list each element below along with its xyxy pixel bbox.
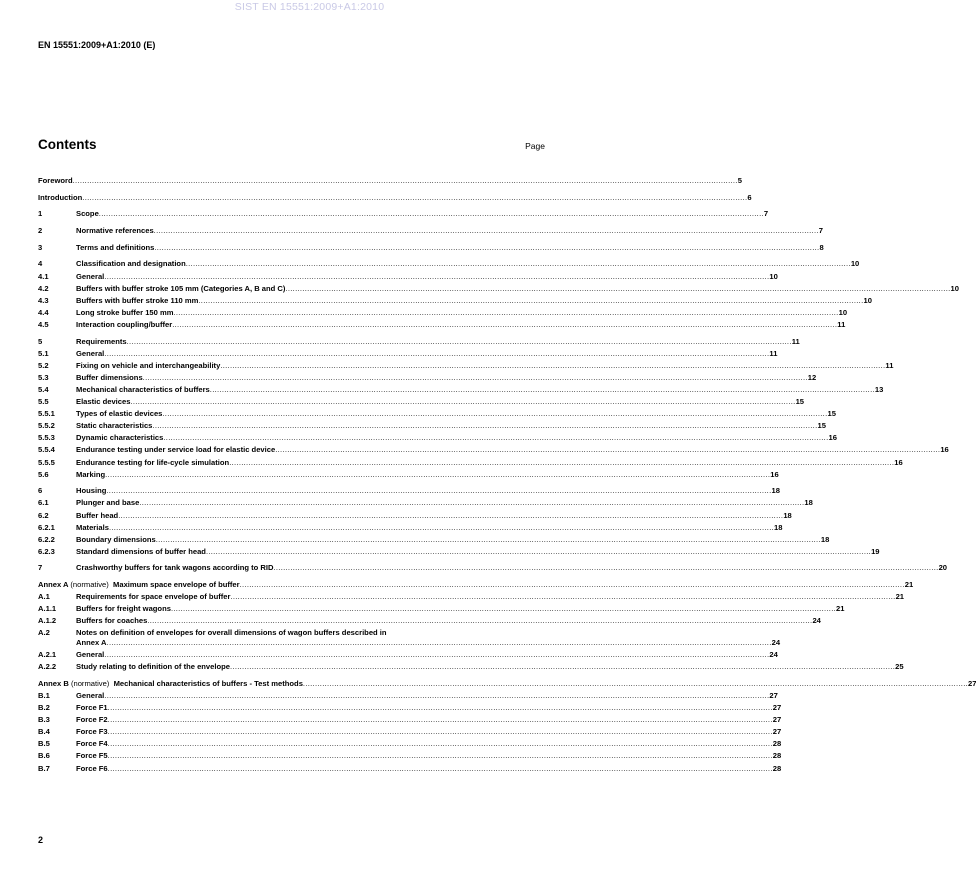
dot-leader	[172, 319, 837, 331]
toc-group	[38, 485, 880, 558]
toc-entry-number: 5.2	[38, 360, 49, 370]
dot-leader	[108, 714, 773, 726]
toc-entry[interactable]	[38, 396, 805, 408]
dot-leader	[275, 444, 940, 456]
toc-entry-number: 5.6	[38, 469, 49, 479]
toc-entry[interactable]	[38, 649, 778, 661]
toc-entry-page: 16	[894, 457, 903, 467]
toc-entry-page: 10	[850, 259, 860, 269]
toc-group	[38, 192, 752, 204]
dot-leader	[154, 225, 819, 237]
dot-leader	[240, 579, 905, 591]
toc-entry[interactable]	[38, 432, 837, 444]
toc-entry[interactable]	[38, 615, 821, 627]
toc-entry[interactable]	[38, 307, 848, 319]
watermark-text: SIST EN 15551:2009+A1:2010	[234, 1, 385, 13]
toc-entry-number: 4.3	[38, 295, 49, 305]
dot-leader	[163, 432, 828, 444]
toc-entry-number: B.2	[38, 703, 50, 713]
toc-entry-page: 21	[904, 580, 914, 590]
toc-entry-page: 16	[940, 445, 949, 455]
toc-entry-continuation[interactable]	[38, 637, 781, 649]
toc-entry-title: General	[76, 691, 105, 700]
toc-entry-title: Force F1	[76, 703, 108, 713]
toc-entry-number: B.3	[38, 715, 50, 725]
toc-entry-number: 5	[38, 336, 43, 346]
toc-entry-number: 5.5	[38, 397, 49, 407]
toc-entry-number: 2	[38, 226, 43, 236]
toc-entry-title: Buffer head	[76, 510, 119, 520]
dot-leader	[229, 457, 894, 469]
toc-entry[interactable]	[38, 562, 948, 574]
toc-entry-title: Housing	[76, 486, 107, 496]
toc-entry-page: 24	[769, 650, 778, 660]
dot-leader	[105, 469, 770, 481]
dot-leader	[108, 738, 773, 750]
toc-entry-title: Force F3	[76, 727, 108, 737]
toc-group	[38, 208, 769, 220]
dot-leader	[171, 603, 836, 615]
toc-entry-page: 27	[968, 678, 976, 688]
toc-entry-page: 8	[819, 242, 824, 252]
toc-entry-page: 11	[769, 348, 778, 358]
dot-leader	[230, 661, 895, 673]
dot-leader	[104, 649, 769, 661]
toc-entry[interactable]	[38, 372, 817, 384]
toc-entry-number: 4.1	[38, 271, 49, 281]
toc-entry-title: Interaction coupling/buffer	[76, 319, 173, 329]
toc-entry-title: Endurance testing for life-cycle simulation	[76, 457, 230, 467]
toc-entry-title: Buffers for freight wagons	[76, 604, 171, 614]
dot-leader	[118, 510, 783, 522]
dot-leader	[108, 750, 773, 762]
toc-entry-page: 5	[737, 176, 742, 185]
toc-group	[38, 258, 959, 331]
toc-entry-title: Mechanical characteristics of buffers	[76, 384, 210, 394]
toc-entry[interactable]	[38, 661, 904, 673]
toc-entry-page: 21	[895, 592, 905, 602]
toc-entry-title: Types of elastic devices	[76, 409, 163, 419]
toc-entry-page: 7	[763, 209, 769, 219]
toc-entry-number: 6.2.1	[38, 522, 55, 532]
toc-entry-page: 28	[772, 739, 782, 749]
dot-leader	[104, 348, 769, 360]
toc-entry[interactable]	[38, 384, 884, 396]
toc-entry-number: 6.2	[38, 510, 49, 520]
dot-leader	[273, 562, 938, 574]
dot-leader	[206, 546, 871, 558]
toc-entry-title: Plunger and base	[76, 498, 140, 508]
toc-entry-number: 5.5.3	[38, 433, 55, 443]
toc-entry-page: 15	[817, 421, 826, 431]
toc-group	[38, 579, 914, 673]
toc-entry-title: Force F6	[76, 763, 108, 773]
toc-entry-page: 11	[885, 360, 894, 370]
toc-entry-page: 12	[807, 372, 817, 382]
dot-leader	[285, 283, 950, 295]
dot-leader	[104, 690, 769, 702]
toc-entry-number: 5.5.5	[38, 457, 55, 467]
toc-entry-page: 18	[774, 522, 783, 532]
toc-entry-number: 5.1	[38, 348, 49, 358]
dot-leader	[106, 485, 771, 497]
toc-entry-title: General	[76, 271, 105, 281]
toc-entry-page: 24	[812, 616, 821, 626]
toc-entry-page: 11	[791, 336, 800, 346]
toc-entry-number: 6.2.3	[38, 546, 55, 556]
toc-entry-page: 6	[747, 192, 752, 202]
toc-entry-number: 6.1	[38, 498, 49, 508]
toc-entry[interactable]	[38, 603, 845, 615]
dot-leader	[99, 208, 764, 220]
dot-leader	[220, 360, 885, 372]
toc-entry-number: 4.5	[38, 319, 49, 329]
toc-entry-number: B.5	[38, 739, 50, 749]
toc-entry[interactable]	[38, 497, 813, 509]
dot-leader	[156, 534, 821, 546]
toc-entry[interactable]	[38, 444, 949, 456]
toc-entry-page: 18	[783, 510, 792, 520]
toc-entry-page: 15	[827, 409, 836, 419]
document-identifier: EN 15551:2009+A1:2010 (E)	[38, 40, 156, 50]
toc-entry[interactable]	[38, 420, 826, 432]
toc-entry-title: Force F2	[76, 715, 108, 725]
toc-entry-number: 6	[38, 486, 43, 496]
toc-entry-title: Long stroke buffer 150 mm	[76, 307, 174, 317]
dot-leader	[173, 307, 838, 319]
toc-entry-page: 25	[895, 662, 904, 672]
toc-entry[interactable]	[38, 579, 914, 591]
toc-entry-page: 27	[772, 715, 782, 725]
toc-entry-number: 5.4	[38, 384, 49, 394]
toc-entry-page: 18	[771, 486, 780, 496]
dot-leader	[210, 384, 875, 396]
toc-entry[interactable]	[38, 408, 836, 420]
toc-entry[interactable]	[38, 690, 778, 702]
dot-leader	[154, 242, 819, 254]
toc-entry-title: Dynamic characteristics	[76, 433, 164, 443]
toc-entry-number: 3	[38, 242, 43, 252]
toc-entry[interactable]	[38, 628, 545, 638]
toc-entry-title: Buffers with buffer stroke 105 mm (Categories A, B and C)	[76, 283, 286, 293]
toc-entry-page: 28	[772, 763, 782, 773]
page-number: 2	[38, 835, 44, 845]
toc-entry-page: 10	[950, 283, 959, 293]
toc-entry-number: B.7	[38, 763, 50, 773]
toc-entry-title: Introduction	[38, 192, 83, 202]
toc-entry-number: 5.5.1	[38, 409, 55, 419]
toc-entry[interactable]	[38, 738, 782, 750]
toc-entry-page: 28	[772, 751, 782, 761]
toc-entry[interactable]	[38, 726, 782, 738]
toc-entry-title: Classification and designation	[76, 259, 186, 269]
toc-group	[38, 225, 824, 237]
page-column-label: Page	[525, 141, 545, 151]
toc-entry-title: General	[76, 650, 105, 660]
dot-leader	[147, 615, 812, 627]
toc-entry[interactable]	[38, 336, 800, 348]
toc-entry[interactable]	[38, 208, 769, 220]
toc-entry-number: 4.4	[38, 307, 49, 317]
dot-leader	[108, 702, 773, 714]
toc-entry[interactable]	[38, 591, 905, 603]
toc-entry-number: A.2	[38, 627, 50, 637]
toc-entry[interactable]	[38, 457, 903, 469]
toc-entry-title: Buffers for coaches	[76, 616, 148, 626]
toc-entry-title: Standard dimensions of buffer head	[76, 546, 206, 556]
toc-entry-title: Endurance testing under service load for elastic device	[76, 445, 276, 455]
toc-entry-title: Force F5	[76, 751, 108, 761]
dot-leader	[108, 726, 773, 738]
toc-entry-page: 27	[772, 703, 782, 713]
toc-entry-title: Crashworthy buffers for tank wagons according to RID	[76, 563, 274, 573]
dot-leader	[230, 591, 895, 603]
toc-entry-page: 10	[838, 307, 848, 317]
toc-entry[interactable]	[38, 348, 778, 360]
toc-entry-page: 16	[770, 469, 779, 479]
toc-entry-page: 19	[871, 546, 880, 556]
toc-entry-page: 7	[818, 226, 824, 236]
toc-entry-title: Force F4	[76, 739, 108, 749]
toc-entry-title: Marking	[76, 469, 106, 479]
toc-group	[38, 562, 948, 574]
toc-entry-page: 15	[795, 397, 805, 407]
toc-entry-title: Requirements for space envelope of buffer	[76, 592, 231, 602]
toc-entry-page: 18	[804, 498, 813, 508]
toc-group	[38, 242, 824, 254]
toc-entry-number: B.1	[38, 691, 50, 700]
toc-group	[38, 175, 742, 187]
toc-entry[interactable]	[38, 763, 782, 775]
toc-entry-title: General	[76, 348, 105, 358]
toc-entry-title: Notes on definition of envelopes for overall dimensions of wagon buffers described in	[76, 627, 387, 637]
toc-entry[interactable]	[38, 702, 782, 714]
toc-entry-number: 7	[38, 563, 43, 573]
toc-entry[interactable]	[38, 175, 742, 187]
toc-entry[interactable]	[38, 510, 792, 522]
toc-entry-title: Materials	[76, 522, 109, 532]
toc-entry-page: 10	[769, 271, 778, 281]
table-of-contents	[38, 175, 976, 779]
annex-label: Annex A	[38, 580, 69, 590]
toc-entry-number: A.2.2	[38, 662, 57, 672]
contents-heading: Contents	[38, 137, 97, 152]
toc-entry-title: Elastic devices	[76, 397, 131, 407]
toc-entry-number: 5.5.4	[38, 445, 55, 455]
toc-entry[interactable]	[38, 271, 778, 283]
toc-entry-page: 16	[828, 433, 837, 443]
toc-entry-page: 27	[772, 727, 782, 737]
toc-entry-title: Buffers with buffer stroke 110 mm	[76, 295, 199, 305]
toc-entry-title-continued: Annex A	[76, 638, 107, 648]
dot-leader	[109, 522, 774, 534]
dot-leader	[198, 295, 863, 307]
toc-entry[interactable]	[38, 469, 779, 481]
dot-leader	[104, 271, 769, 283]
toc-group	[38, 336, 949, 481]
toc-entry-page: 13	[874, 384, 884, 394]
toc-entry-number: A.1.1	[38, 604, 57, 614]
toc-entry-page: 20	[938, 563, 948, 573]
toc-entry-title	[38, 579, 240, 591]
toc-entry-page: 21	[836, 604, 845, 614]
toc-entry[interactable]	[38, 258, 860, 270]
annex-title: Maximum space envelope of buffer	[113, 580, 240, 590]
toc-entry-title: Normative references	[76, 226, 154, 236]
toc-entry-title: Study relating to definition of the envelope	[76, 662, 230, 672]
toc-entry[interactable]	[38, 192, 752, 204]
dot-leader	[73, 175, 738, 187]
toc-entry-number: A.2.1	[38, 650, 57, 660]
toc-entry-number: 5.3	[38, 372, 49, 382]
toc-entry-title: Fixing on vehicle and interchangeability	[76, 360, 221, 370]
dot-leader	[107, 637, 772, 649]
toc-entry-number: A.1	[38, 592, 50, 602]
toc-entry-number: A.1.2	[38, 616, 57, 626]
toc-entry[interactable]	[38, 750, 782, 762]
toc-entry-number: 1	[38, 209, 43, 219]
toc-entry-title: Static characteristics	[76, 421, 153, 431]
annex-type: (normative)	[70, 580, 109, 590]
dot-leader	[127, 336, 792, 348]
toc-entry[interactable]	[38, 546, 880, 558]
toc-entry[interactable]	[38, 485, 780, 497]
dot-leader	[130, 396, 795, 408]
toc-entry-number: B.4	[38, 727, 50, 737]
toc-entry[interactable]	[38, 283, 959, 295]
toc-entry[interactable]	[38, 225, 824, 237]
toc-entry[interactable]	[38, 319, 846, 331]
dot-leader	[82, 192, 747, 204]
dot-leader	[303, 678, 968, 690]
toc-entry-number: 4.2	[38, 283, 49, 293]
dot-leader	[152, 420, 817, 432]
toc-entry-page: 11	[837, 319, 846, 329]
toc-entry[interactable]	[38, 522, 783, 534]
toc-entry-number: 5.5.2	[38, 421, 55, 431]
toc-entry-number: 4	[38, 259, 43, 269]
toc-entry-page: 10	[863, 295, 872, 305]
dot-leader	[186, 258, 851, 270]
annex-label: Annex B	[38, 678, 69, 688]
toc-entry-title: Foreword	[38, 176, 73, 185]
toc-entry-title	[38, 678, 303, 690]
toc-entry[interactable]	[38, 242, 824, 254]
toc-entry-page: 27	[769, 691, 778, 700]
toc-entry[interactable]	[38, 714, 782, 726]
dot-leader	[139, 497, 804, 509]
annex-type: (normative)	[70, 678, 110, 688]
toc-entry-number: B.6	[38, 751, 50, 761]
toc-entry[interactable]	[38, 678, 976, 690]
dot-leader	[162, 408, 827, 420]
dot-leader	[108, 763, 773, 775]
toc-entry-title: Scope	[76, 209, 99, 219]
toc-entry-title: Terms and definitions	[76, 242, 155, 252]
dot-leader	[143, 372, 808, 384]
toc-entry-title: Buffer dimensions	[76, 372, 143, 382]
toc-entry[interactable]	[38, 534, 830, 546]
toc-entry-page: 24	[771, 638, 781, 648]
toc-entry[interactable]	[38, 360, 894, 372]
toc-entry-page: 18	[820, 534, 830, 544]
annex-title: Mechanical characteristics of buffers - Test methods	[113, 678, 303, 688]
toc-group	[38, 678, 976, 775]
toc-entry[interactable]	[38, 295, 872, 307]
toc-entry-title: Requirements	[76, 336, 127, 346]
toc-entry-title: Boundary dimensions	[76, 534, 156, 544]
toc-entry-number: 6.2.2	[38, 534, 55, 544]
